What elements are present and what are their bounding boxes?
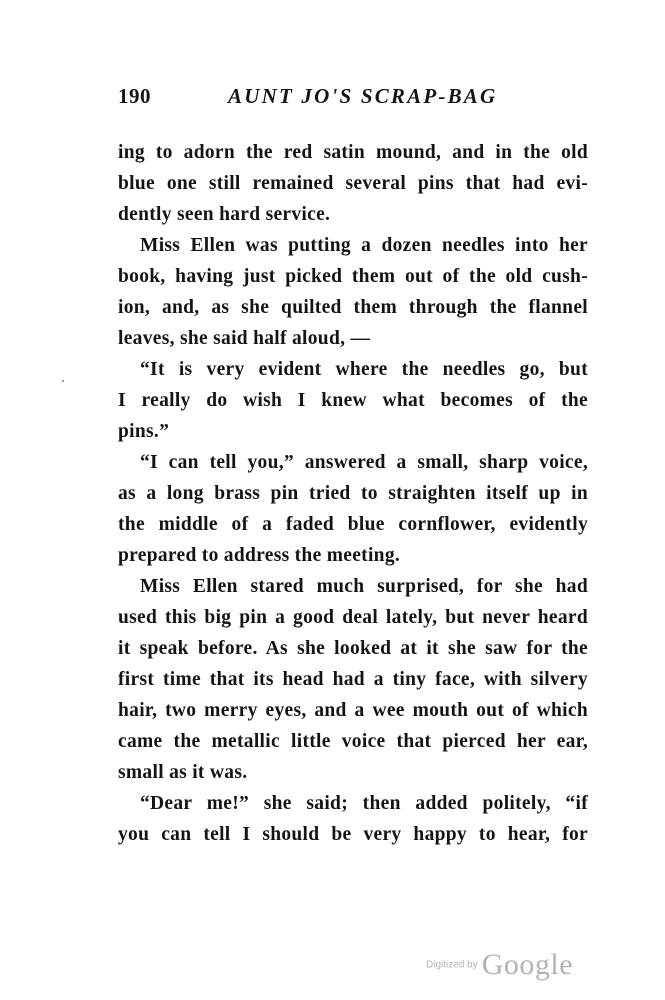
text-line: prepared to address the meeting. — [118, 545, 401, 566]
text-line: ing to adorn the red satin mound, and in the old — [118, 142, 588, 163]
text-line: leaves, she said half aloud, — — [118, 328, 371, 349]
text-line: blue one still remained several pins that had evi- — [118, 173, 588, 194]
page-number: 190 — [118, 84, 151, 108]
text-line: pins.” — [118, 421, 170, 442]
scan-speck — [62, 380, 64, 382]
text-line: used this big pin a good deal lately, but never heard — [118, 607, 588, 628]
text-line: I really do wish I knew what becomes of the — [118, 390, 588, 411]
watermark-prefix: Digitized by — [426, 959, 478, 971]
text-line: came the metallic little voice that pierced her ear, — [118, 731, 588, 752]
text-line: Miss Ellen stared much surprised, for she had — [140, 576, 588, 597]
text-line: “Dear me!” she said; then added politely, “if — [140, 793, 588, 814]
text-line: ion, and, as she quilted them through the flannel — [118, 297, 588, 318]
text-line: hair, two merry eyes, and a wee mouth out of which — [118, 700, 588, 721]
digitization-watermark — [426, 948, 573, 982]
text-line: the middle of a faded blue cornflower, evidently — [118, 514, 588, 535]
text-line: it speak before. As she looked at it she saw for the — [118, 638, 588, 659]
text-line: as a long brass pin tried to straighten itself up in — [118, 483, 588, 504]
watermark-brand: Google — [481, 948, 574, 981]
text-line: “It is very evident where the needles go, but — [140, 359, 588, 380]
text-line: dently seen hard service. — [118, 204, 331, 225]
text-line: book, having just picked them out of the old cush- — [118, 266, 588, 287]
text-line: small as it was. — [118, 762, 248, 783]
text-line: “I can tell you,” answered a small, sharp voice, — [140, 452, 588, 473]
text-line: you can tell I should be very happy to hear, for — [118, 824, 588, 845]
text-line: Miss Ellen was putting a dozen needles into her — [140, 235, 588, 256]
page-header — [118, 84, 588, 114]
text-line: first time that its head had a tiny face, with silvery — [118, 669, 588, 690]
running-title: AUNT JO'S SCRAP-BAG — [228, 84, 498, 108]
